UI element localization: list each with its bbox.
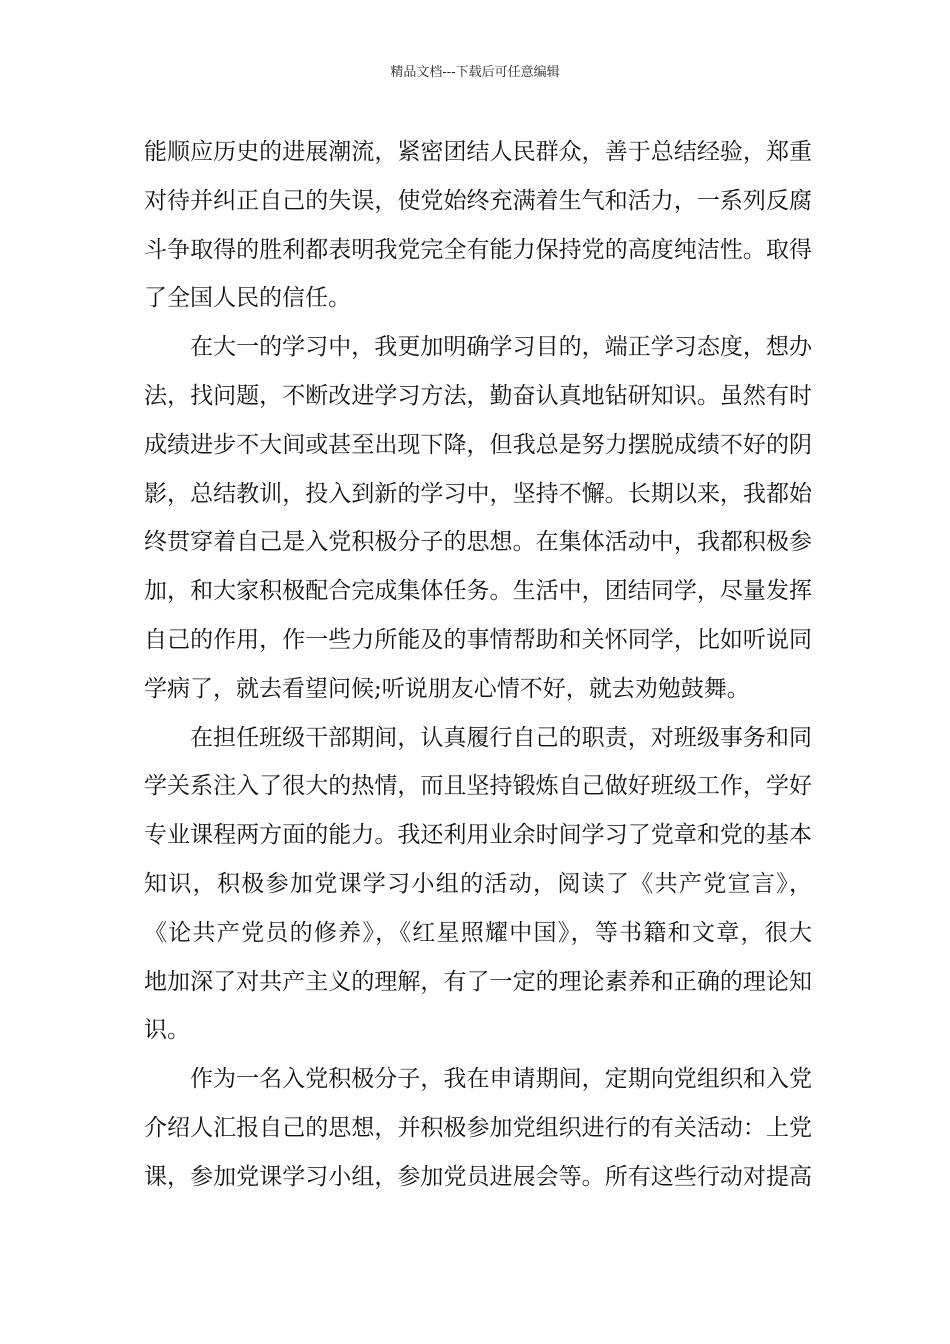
text-line: 终贯穿着自己是入党积极分子的思想。在集体活动中，我都积极参	[144, 529, 812, 556]
text-line: 成绩进步不大间或甚至出现下降，但我总是努力摆脱成绩不好的阴	[144, 431, 812, 458]
paragraph	[144, 1055, 812, 1201]
paragraph	[144, 714, 812, 1056]
text-line: 《论共产党员的修养》，《红星照耀中国》，等书籍和文章，很大	[144, 919, 812, 946]
paragraph	[144, 128, 812, 323]
text-line: 影，总结教训，投入到新的学习中，坚持不懈。长期以来，我都始	[144, 480, 812, 507]
document-body	[144, 128, 812, 1202]
text-line: 学病了，就去看望问候;听说朋友心情不好，就去劝勉鼓舞。	[144, 675, 750, 702]
page-header: 精品文档---下载后可任意编辑	[390, 65, 560, 80]
text-line: 自己的作用，作一些力所能及的事情帮助和关怀同学，比如听说同	[144, 626, 812, 653]
text-line: 作为一名入党积极分子，我在申请期间，定期向党组织和入党	[190, 1066, 812, 1093]
text-line: 法，找问题，不断改进学习方法，勤奋认真地钻研知识。虽然有时	[144, 382, 812, 409]
paragraph	[144, 323, 812, 713]
text-line: 了全国人民的信任。	[144, 285, 351, 312]
text-line: 地加深了对共产主义的理解，有了一定的理论素养和正确的理论知	[144, 968, 812, 995]
text-line: 课，参加党课学习小组，参加党员进展会等。所有这些行动对提高	[144, 1163, 812, 1190]
text-line: 在担任班级干部期间，认真履行自己的职责，对班级事务和同	[190, 724, 812, 751]
text-line: 介绍人汇报自己的思想，并积极参加党组织进行的有关活动：上党	[144, 1114, 812, 1141]
text-line: 专业课程两方面的能力。我还利用业余时间学习了党章和党的基本	[144, 822, 812, 849]
text-line: 知识，积极参加党课学习小组的活动，阅读了《共产党宣言》，	[144, 870, 812, 897]
text-line: 识。	[144, 1017, 190, 1044]
text-line: 斗争取得的胜利都表明我党完全有能力保持党的高度纯洁性。取得	[144, 236, 812, 263]
text-line: 在大一的学习中，我更加明确学习目的，端正学习态度，想办	[190, 334, 812, 361]
text-line: 能顺应历史的进展潮流，紧密团结人民群众，善于总结经验，郑重	[144, 139, 812, 165]
text-line: 对待并纠正自己的失误，使党始终充满着生气和活力，一系列反腐	[144, 187, 812, 214]
text-line: 学关系注入了很大的热情，而且坚持锻炼自己做好班级工作，学好	[144, 773, 812, 800]
text-line: 加，和大家积极配合完成集体任务。生活中，团结同学，尽量发挥	[144, 578, 812, 605]
